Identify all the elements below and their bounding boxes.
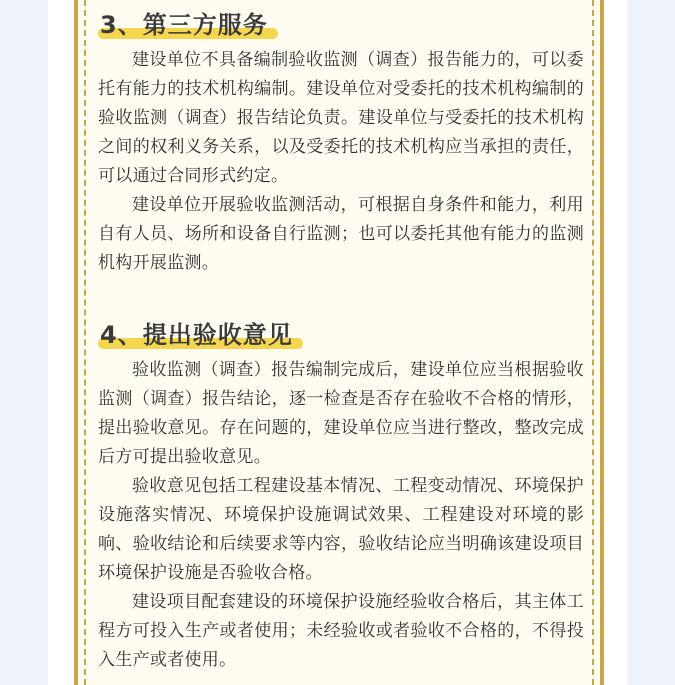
section-body-third-party-service (98, 46, 584, 278)
right-margin (627, 0, 675, 685)
section-title-third-party-service (98, 8, 272, 42)
paragraph: 建设单位不具备编制验收监测（调查）报告能力的，可以委托有能力的技术机构编制。建设单位对受委托的技术机构编制的验收监测（调查）报告结论负责。建设单位与受委托的技术机构之间的权利义务关系，以及受委托的技术机构应当承担的责任，可以通过合同形式约定。 (98, 50, 584, 186)
paragraph: 验收监测（调查）报告编制完成后，建设单位应当根据验收监测（调查）报告结论，逐一检查是否存在验收不合格的情形，提出验收意见。存在问题的，建设单位应当进行整改，整改完成后方可提出验收意见。 (98, 360, 584, 467)
section-title-text: 4、提出验收意见 (100, 321, 293, 349)
left-margin (0, 0, 48, 685)
paragraph: 建设项目配套建设的环境保护设施经验收合格后，其主体工程方可投入生产或者使用；未经验收或者验收不合格的，不得投入生产或者使用。 (98, 592, 584, 670)
paragraph: 建设单位开展验收监测活动，可根据自身条件和能力，利用自有人员、场所和设备自行监测；也可以委托其他有能力的监测机构开展监测。 (98, 195, 584, 273)
section-body-acceptance-opinion (98, 356, 584, 675)
section-title-text: 3、第三方服务 (100, 11, 268, 39)
paragraph: 验收意见包括工程建设基本情况、工程变动情况、环境保护设施落实情况、环境保护设施调试效果、工程建设对环境的影响、验收结论和后续要求等内容，验收结论应当明确该建设项目环境保护设施是否验收合格。 (98, 476, 584, 583)
section-title-acceptance-opinion (98, 318, 297, 352)
